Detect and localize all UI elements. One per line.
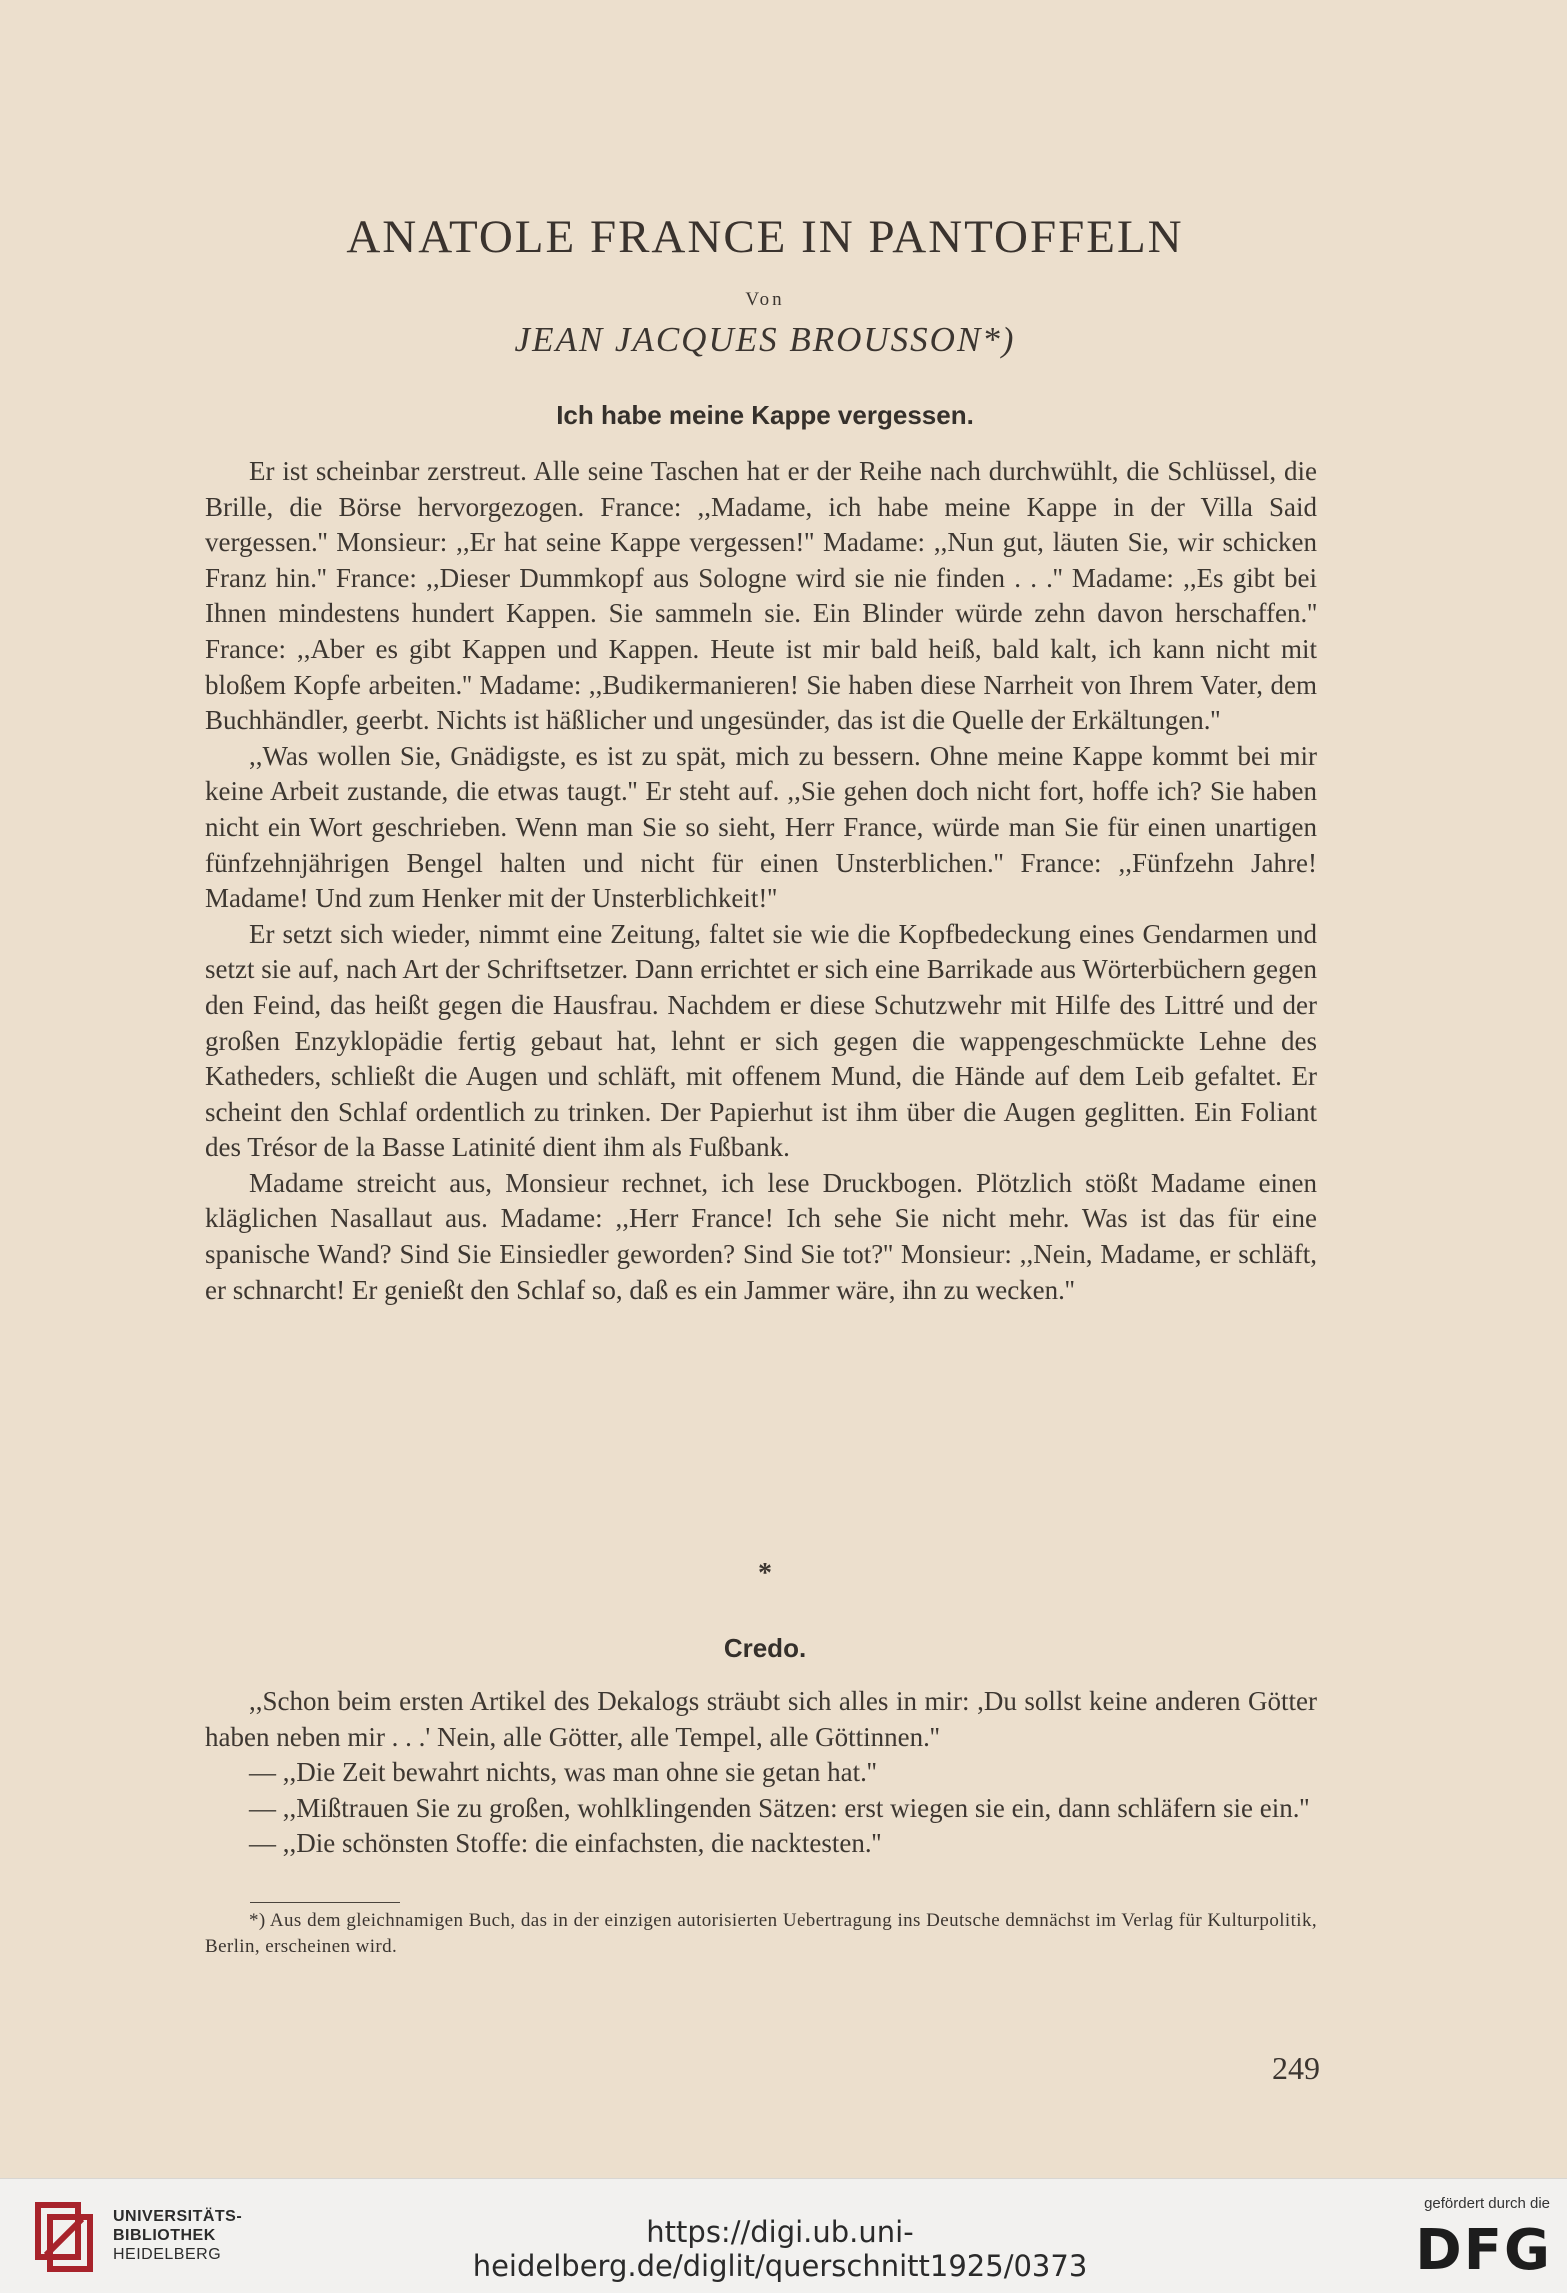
library-name-line: BIBLIOTHEK (113, 2227, 216, 2244)
permalink-url[interactable]: https://digi.ub.uni-heidelberg.de/diglit/querschnitt1925/0373 (472, 2215, 1088, 2283)
dfg-logo: DFG (1415, 2218, 1552, 2283)
paragraph: ,,Schon beim ersten Artikel des Dekalogs sträubt sich alles in mir: ,Du sollst keine anderen Götter haben neben mir . . .' Nein, alle Götter, alle Tempel, alle Göttinnen.'' (205, 1686, 1317, 1752)
section-heading-credo: Credo. (723, 1633, 807, 1663)
paragraph: ,,Was wollen Sie, Gnädigste, es ist zu spät, mich zu bessern. Ohne meine Kappe kommt bei mir keine Arbeit zustande, die etwas taugt.'' Er steht auf. ,,Sie gehen doch nicht fort, hoffe ich? Sie haben nicht ein Wort geschrieben. Wenn man Sie so sieht, Herr France, würde man Sie für einen unartigen fünfzehnjährigen Bengel halten und nicht für einen Unsterblichen.'' France: ,,Fünfzehn Jahre! Madame! Und zum Henker mit der Unsterblichkeit!'' (205, 740, 1317, 914)
page-number: 249 (1272, 2050, 1320, 2086)
paragraph: — ,,Die schönsten Stoffe: die einfachsten, die nacktesten.'' (249, 1828, 882, 1859)
paragraph: Er setzt sich wieder, nimmt eine Zeitung, faltet sie wie die Kopfbedeckung eines Gendarmen und setzt sie auf, nach Art der Schriftsetzer. Dann errichtet er sich eine Barrikade aus Wörterbüchern gegen den Feind, das heißt gegen die Hausfrau. Nachdem er diese Schutzwehr mit Hilfe des Littré und der großen Enzyklopädie fertig gebaut hat, lehnt er sich gegen die wappengeschmückte Lehne des Katheders, schließt die Augen und schläft, mit offenem Mund, die Hände auf dem Leib gefaltet. Er scheint den Schlaf ordentlich zu trinken. Der Papierhut ist ihm über die Augen geglitten. Ein Foliant des Trésor de la Basse Latinité dient ihm als Fußbank. (205, 918, 1317, 1163)
viewer-footer (0, 2178, 1567, 2293)
library-name-line: HEIDELBERG (113, 2246, 222, 2263)
section-body-credo (205, 1684, 1317, 1862)
byline-prefix: Von (745, 289, 785, 310)
footnote: *) Aus dem gleichnamigen Buch, das in der einzigen autorisierten Uebertragung ins Deutsche demnächst im Verlag für Kulturpolitik, Berlin, erscheinen wird. (205, 1910, 1317, 1957)
university-library-name (113, 2207, 242, 2264)
university-library-logo-icon (32, 2199, 96, 2273)
paragraph: Madame streicht aus, Monsieur rechnet, ich lese Druckbogen. Plötzlich stößt Madame einen kläglichen Nasallaut aus. Madame: ,,Herr France! Ich sehe Sie nicht mehr. Was ist das für eine spanische Wand? Sind Sie Einsiedler geworden? Sind Sie tot?'' Monsieur: ,,Nein, Madame, er schläft, er schnarcht! Er genießt den Schlaf so, daß es ein Jammer wäre, ihn zu wecken.'' (205, 1167, 1317, 1305)
section-separator: * (758, 1558, 772, 1589)
article-title: ANATOLE FRANCE IN PANTOFFELN (346, 211, 1184, 263)
paragraph: Er ist scheinbar zerstreut. Alle seine Taschen hat er der Reihe nach durchwühlt, die Schlüssel, die Brille, die Börse hervorgezogen. France: ,,Madame, ich habe meine Kappe in der Villa Said vergessen.'' Monsieur: ,,Er hat seine Kappe vergessen!'' Madame: ,,Nun gut, läuten Sie, wir schicken Franz hin.'' France: ,,Dieser Dummkopf aus Sologne wird sie nie finden . . .'' Madame: ,,Es gibt bei Ihnen mindestens hundert Kappen. Sie sammeln sie. Ein Blinder würde zehn davon herschaffen.'' France: ,,Aber es gibt Kappen und Kappen. Heute ist mir bald heiß, bald kalt, ich kann nicht mit bloßem Kopfe arbeiten.'' Madame: ,,Budikermanieren! Sie haben diese Narrheit von Ihrem Vater, dem Buchhändler, geerbt. Nichts ist häßlicher und ungesünder, das ist die Quelle der Erkältungen.'' (205, 456, 1317, 736)
paragraph: — ,,Die Zeit bewahrt nichts, was man ohne sie getan hat.'' (249, 1757, 877, 1788)
footnote-divider (250, 1902, 400, 1903)
section-heading-kappe: Ich habe meine Kappe vergessen. (556, 400, 974, 430)
paragraph: — ,,Mißtrauen Sie zu großen, wohlklingenden Sätzen: erst wiegen sie ein, dann schläfern sie ein.'' (249, 1792, 1310, 1823)
section-body-kappe (205, 454, 1317, 1308)
sponsor-caption: gefördert durch die (1424, 2195, 1550, 2212)
article-author: JEAN JACQUES BROUSSON*) (514, 320, 1016, 359)
library-name-line: UNIVERSITÄTS- (113, 2208, 243, 2225)
